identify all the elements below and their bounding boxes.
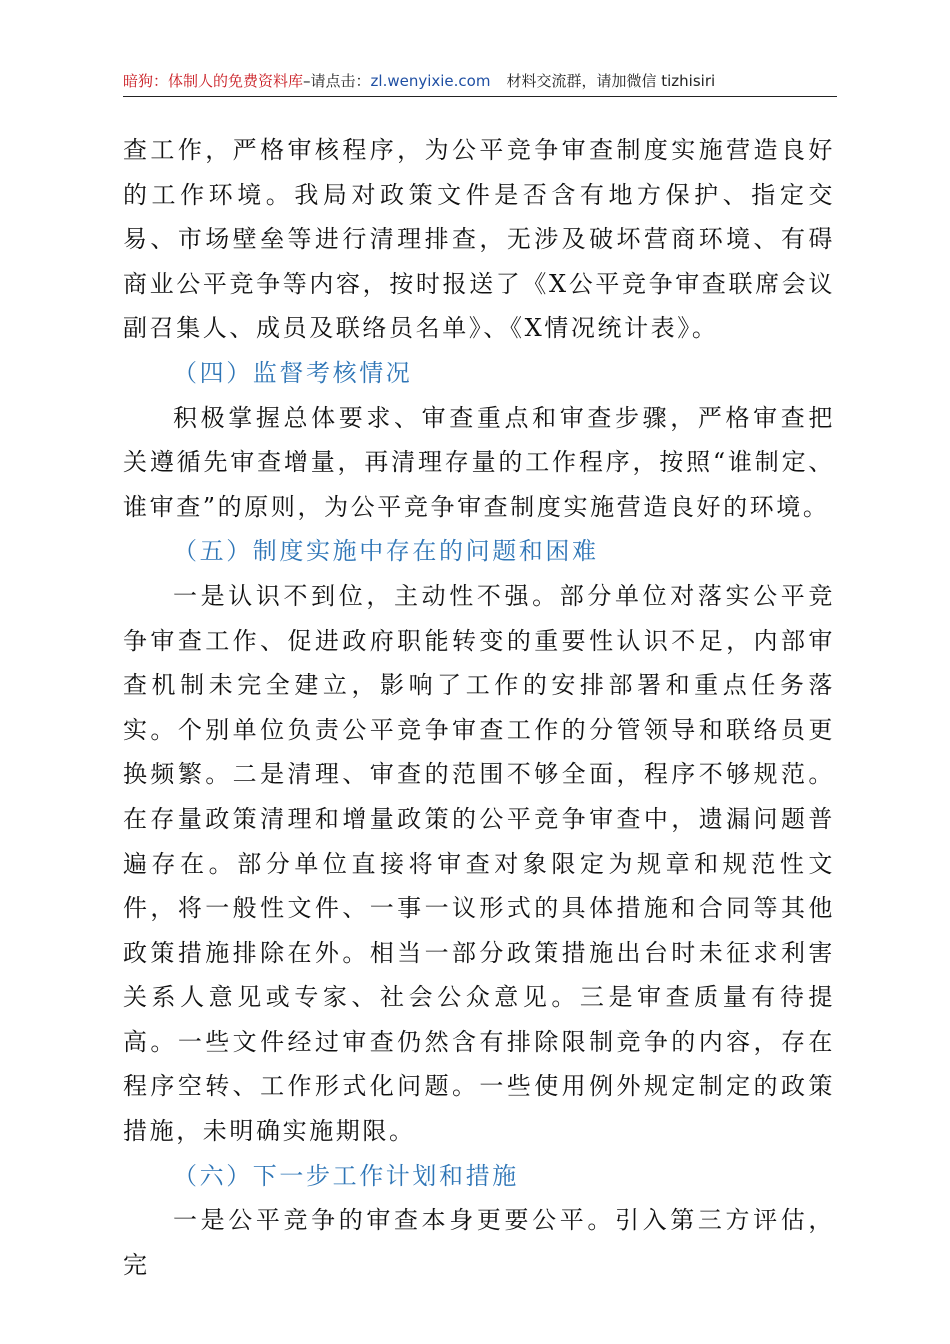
section-heading-5: （五）制度实施中存在的问题和困难 — [173, 537, 599, 566]
paragraph-continued: 查工作，严格审核程序，为公平竞争审查制度实施营造良好的工作环境。我局对政策文件是否含有地方保护、指定交易、市场壁垒等进行清理排查，无涉及破坏营商环境、有碍商业公平竞争等内容，按时报送了《X公平竞争审查联席会议副召集人、成员及联络员名单》、《X情况统计表》。 — [123, 136, 835, 343]
page-header — [123, 66, 837, 97]
paragraph-5: 一是认识不到位，主动性不强。部分单位对落实公平竞争审查工作、促进政府职能转变的重要性认识不足，内部审查机制未完全建立，影响了工作的安排部署和重点任务落实。个别单位负责公平竞争审查工作的分管领导和联络员更换频繁。二是清理、审查的范围不够全面，程序不够规范。在存量政策清理和增量政策的公平竞争审查中，遗漏问题普遍存在。部分单位直接将审查对象限定为规章和规范性文件，将一般性文件、一事一议形式的具体措施和合同等其他政策措施排除在外。相当一部分政策措施出台时未征求利害关系人意见或专家、社会公众意见。三是审查质量有待提高。一些文件经过审查仍然含有排除限制竞争的内容，存在程序空转、工作形式化问题。一些使用例外规定制定的政策措施，未明确实施期限。 — [123, 581, 835, 1146]
section-heading-6: （六）下一步工作计划和措施 — [173, 1161, 519, 1190]
section-heading-4: （四）监督考核情况 — [173, 358, 413, 387]
site-url-link[interactable]: zl.wenyixie.com — [370, 72, 491, 90]
wechat-note: 材料交流群，请加微信 tizhisiri — [506, 72, 716, 90]
site-label: 暗狗：体制人的免费资料库 — [123, 72, 304, 90]
document-body — [123, 128, 835, 1287]
paragraph-6: 一是公平竞争的审查本身更要公平。引入第三方评估，完 — [123, 1206, 835, 1279]
paragraph-4: 积极掌握总体要求、审查重点和审查步骤，严格审查把关遵循先审查增量，再清理存量的工作程序，按照“谁制定、谁审查”的原则，为公平竞争审查制度实施营造良好的环境。 — [123, 403, 835, 521]
click-label: –请点击： — [303, 72, 371, 90]
